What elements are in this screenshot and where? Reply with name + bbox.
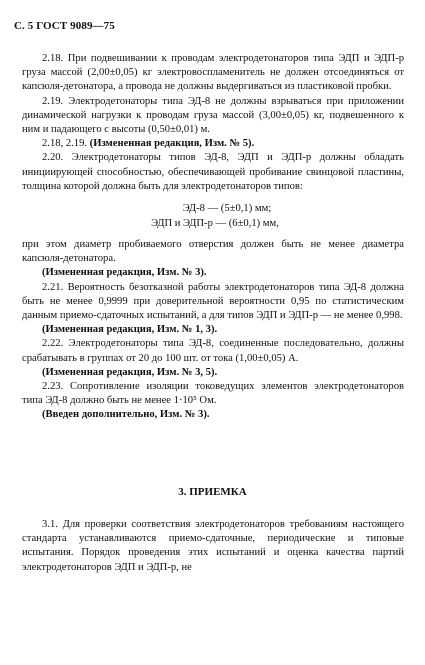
clause-2-21: 2.21. Вероятность безотказной работы электродетонаторов типа ЭД-8 должна быть не менее 0,9999 при доверительной вероятности 0,95 по статистическим данным приемо-сдаточных испытаний, а для типов ЭДП и ЭДП-р — не менее 0,998. (22, 281, 404, 322)
clause-2-20-continuation: при этом диаметр пробиваемого отверстия должен быть не менее диаметра капсюля-детонатора. (22, 239, 404, 265)
amendment-note-2-20: (Измененная редакция, Изм. № 3). (42, 267, 207, 279)
amendment-note-2-22: (Измененная редакция, Изм. № 3, 5). (42, 366, 218, 378)
clause-2-23: 2.23. Сопротивление изоляции токоведущих элементов электродетонаторов типа ЭД-8 должно быть не менее 1·10⁵ Ом. (22, 381, 404, 407)
acceptance-text (22, 518, 404, 575)
amendment-note-2-23: (Введен дополнительно, Изм. № 3). (42, 409, 210, 421)
requirements-text (22, 52, 404, 423)
clause-2-22: 2.22. Электродетонаторы типа ЭД-8, соединенные последовательно, должны срабатывать в группах от 20 до 100 шт. от тока (1,00±0,05) А. (22, 338, 404, 364)
page-header: С. 5 ГОСТ 9089—75 (14, 20, 115, 32)
clause-2-18: 2.18. При подвешивании к проводам электродетонаторов типа ЭДП и ЭДП-р груза массой (2,00±0,05) кг электровоспламенитель не должен отсоединяться от капсюля-детонатора, а провода не должны выдергиваться из пластиковой пробки. (22, 53, 404, 93)
note-prefix: 2.18, 2.19. (42, 138, 90, 150)
clause-2-20: 2.20. Электродетонаторы типов ЭД-8, ЭДП и ЭДП-р должны обладать инициирующей способностью, обеспечивающей пробивание свинцовой пластины, толщина которой должна быть для электродетонаторов типов: (22, 152, 404, 192)
section-title: 3. ПРИЕМКА (178, 486, 247, 498)
amendment-note: (Измененная редакция, Изм. № 5). (89, 138, 255, 150)
amendment-note-2-21: (Измененная редакция, Изм. № 1, 3). (42, 324, 218, 336)
formula-edp: ЭДП и ЭДП-р — (6±0,1) мм, (151, 218, 279, 230)
formula-ed8: ЭД-8 — (5±0,1) мм; (182, 203, 272, 215)
clause-3-1: 3.1. Для проверки соответствия электродетонаторов требованиям настоящего стандарта устанавливаются приемо-сдаточные, периодические и типовые испытания. Порядок проведения этих испытаний и оценка качества партий электродетонаторов ЭДП и ЭДП-р, не (22, 519, 404, 573)
formula-block (22, 201, 404, 231)
clause-2-18-2-19-note (22, 137, 404, 151)
clause-2-19: 2.19. Электродетонаторы типа ЭД-8 не должны взрываться при приложении динамической нагрузки к проводам груза массой (3,00±0,05) кг, подвешенного к ним и падающего с высоты (0,50±0,01) м. (22, 95, 404, 136)
